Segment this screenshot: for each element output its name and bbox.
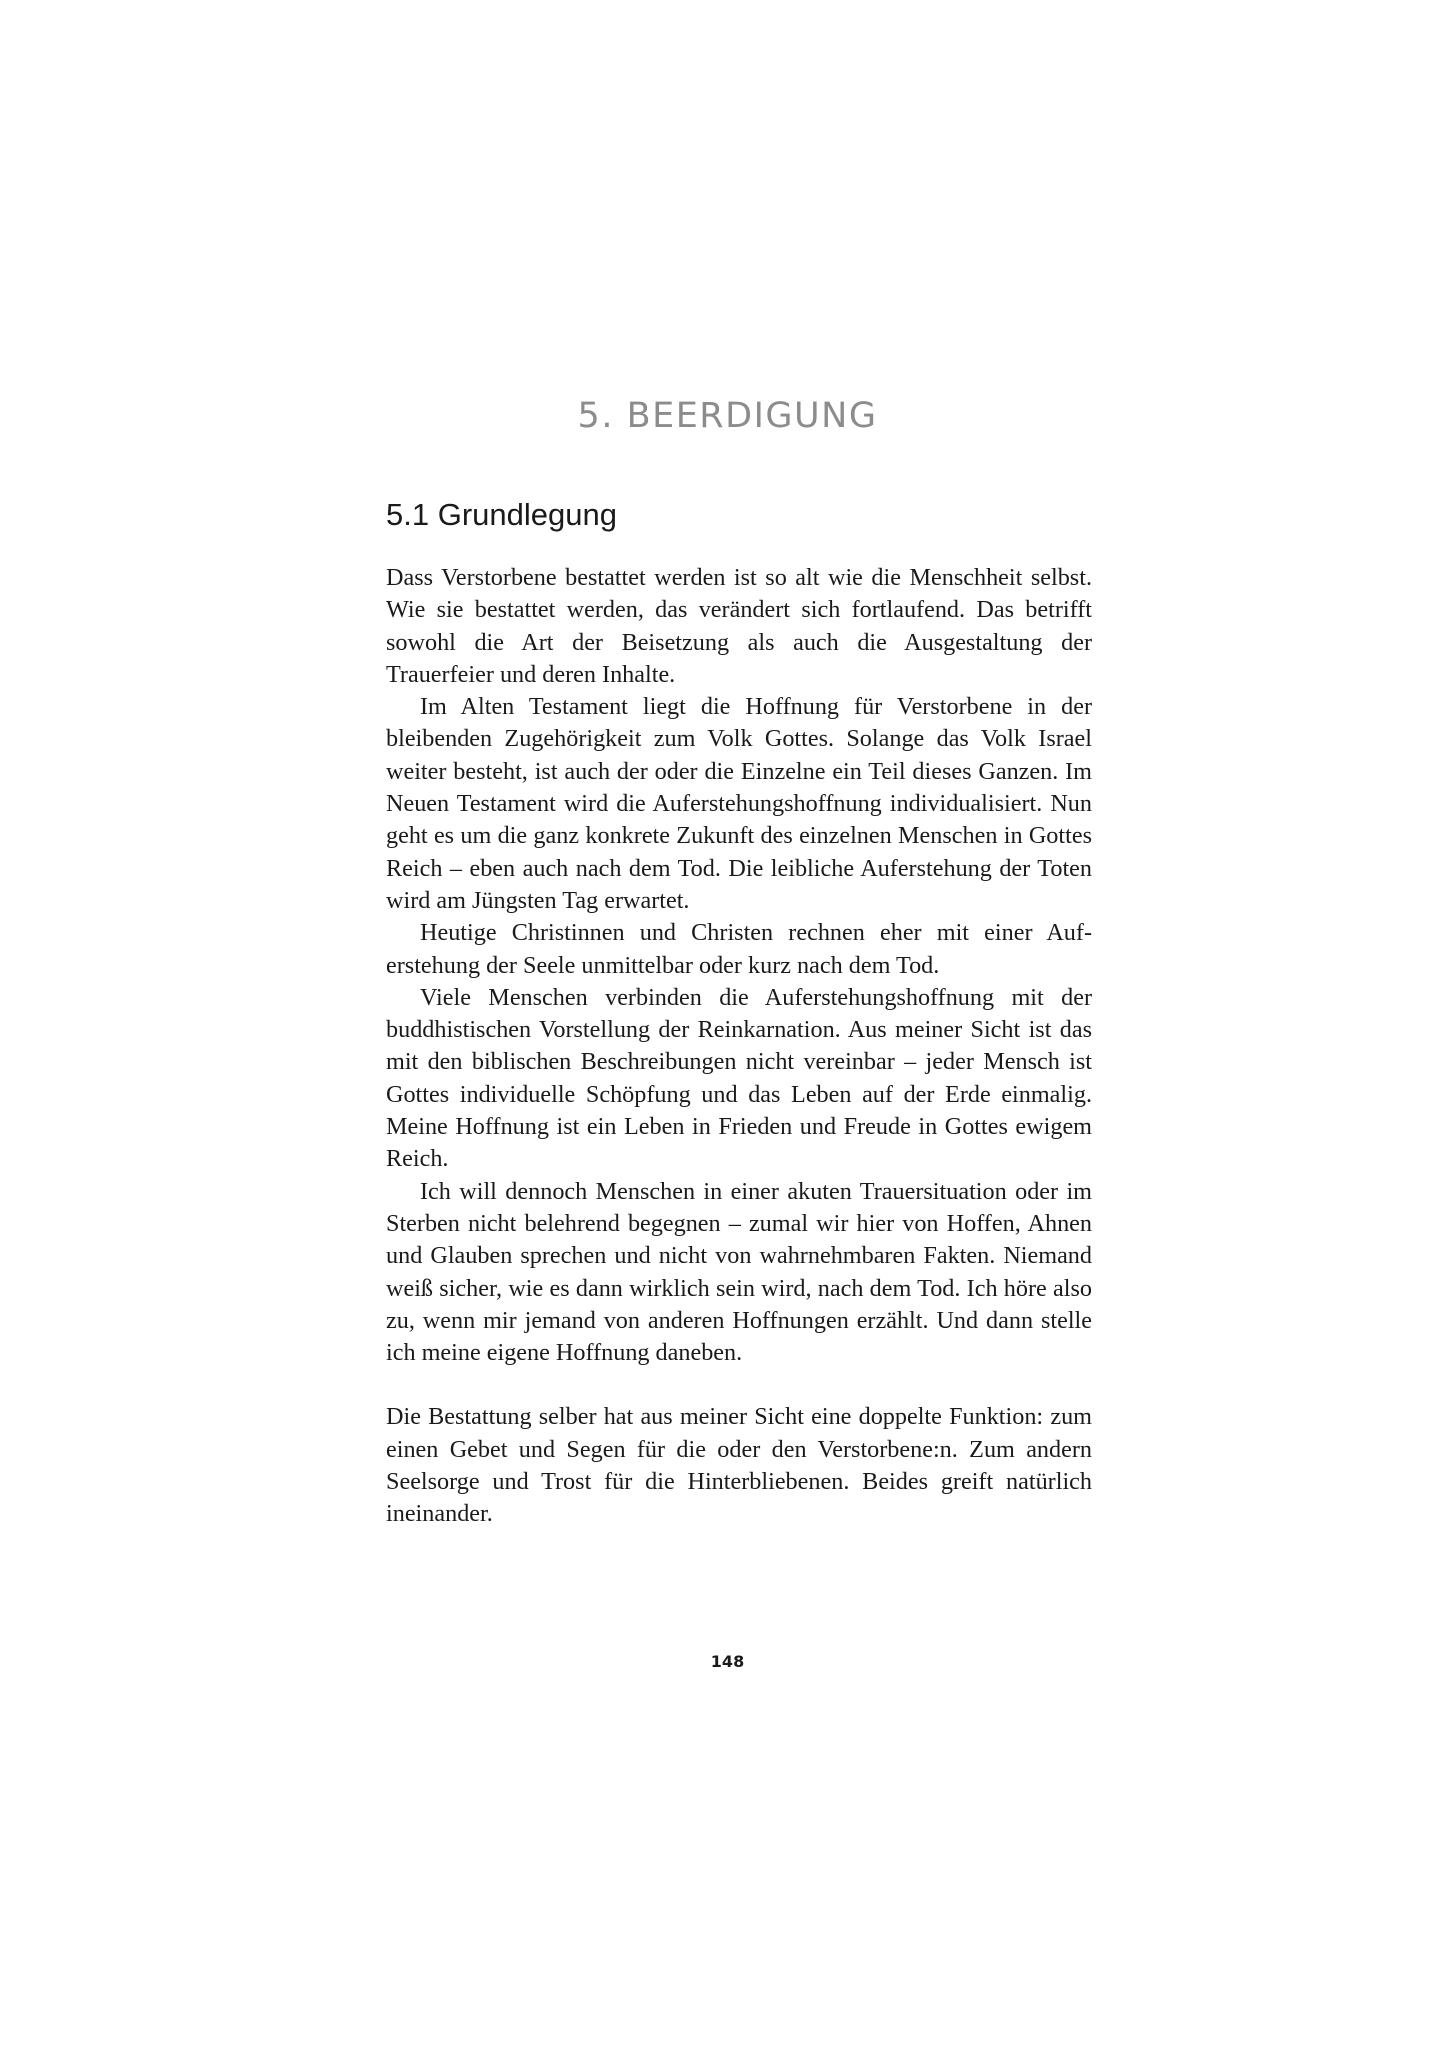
paragraph-4: Viele Menschen verbinden die Auferstehungshoffnung mit der buddhistischen Vorstellung der Reinkarnation. Aus meiner Sicht ist das mit den biblischen Beschreibungen nicht vereinbar – jeder Mensch ist Gottes individuelle Schöpfung und das Leben auf der Erde einmalig. Meine Hoffnung ist ein Leben in Frieden und Freude in Gottes ewigem Reich. [386,983,1092,1173]
page-number: 148 [710,1652,745,1671]
paragraph-5: Ich will dennoch Menschen in einer akuten Trauersituation oder im Sterben nicht belehrend begegnen – zumal wir hier von Hoffen, Ahnen und Glauben sprechen und nicht von wahrnehmbaren Fakten. Niemand weiß sicher, wie es dann wirklich sein wird, nach dem Tod. Ich höre also zu, wenn mir jemand von anderen Hoffnungen erzählt. Und dann stelle ich meine eigene Hoffnung daneben. [386,1177,1092,1367]
chapter-title: 5. BEERDIGUNG [577,396,878,436]
paragraph-2: Im Alten Testament liegt die Hoffnung für Verstorbene in der bleibenden Zugehörigkeit zum Volk Gottes. Solange das Volk Israel weiter besteht, ist auch der oder die Einzelne ein Teil dieses Ganzen. Im Neuen Testament wird die Auferstehungshoffnung individualisiert. Nun geht es um die ganz konkrete Zukunft des einzelnen Menschen in Gottes Reich – eben auch nach dem Tod. Die leibliche Auferstehung der Toten wird am Jüngsten Tag erwartet. [386,693,1092,914]
section-title: 5.1 Grundlegung [386,497,617,532]
paragraph-6: Die Bestattung selber hat aus meiner Sicht eine doppelte Funktion: zum einen Gebet und Segen für die oder den Verstorbene:n. Zum andern Seelsorge und Trost für die Hinterbliebenen. Beides greift natürlich ineinander. [386,1403,1092,1528]
body-text [386,562,1092,1531]
paragraph-1: Dass Verstorbene bestattet werden ist so alt wie die Menschheit selbst. Wie sie bestattet werden, das verändert sich fortlaufend. Das betrifft sowohl die Art der Beisetzung als auch die Ausgestaltung der Trauerfeier und deren Inhalte. [386,564,1092,688]
paragraph-3: Heutige Christinnen und Christen rechnen eher mit einer Auferstehung der Seele unmittelbar oder kurz nach dem Tod. [386,919,1092,979]
